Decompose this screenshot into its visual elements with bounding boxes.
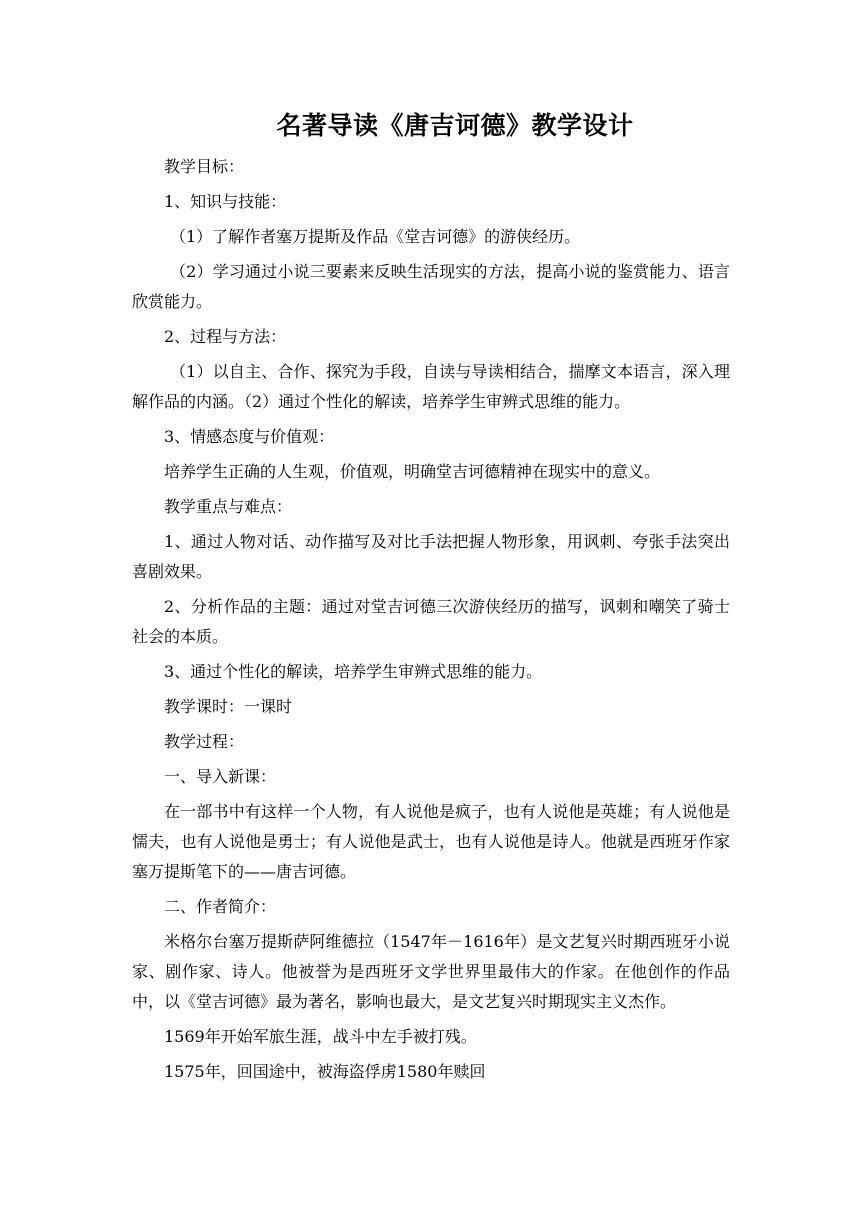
paragraph-key-points-heading: 教学重点与难点： — [164, 497, 293, 516]
paragraph-intro-heading: 一、导入新课： — [164, 767, 277, 786]
paragraph-objective-2: （1）以自主、合作、探究为手段，自读与导读相结合，揣摩文本语言，深入理解作品的内涵。（2）通过个性化的解读，培养学生审辨式思维的能力。 — [132, 362, 730, 411]
paragraph-author-1569: 1569年开始军旅生涯，战斗中左手被打残。 — [164, 1027, 477, 1046]
paragraph-knowledge-skills: 1、知识与技能： — [164, 192, 287, 211]
paragraph-intro-text: 在一部书中有这样一个人物，有人说他是疯子，也有人说他是英雄；有人说他是懦夫，也有人说他是勇士；有人说他是武士，也有人说他是诗人。他就是西班牙作家塞万提斯笔下的——唐吉诃德。 — [132, 802, 730, 881]
paragraph-key-point-1: 1、通过人物对话、动作描写及对比手法把握人物形象，用讽刺、夸张手法突出喜剧效果。 — [132, 532, 730, 581]
document-title: 名著导读《唐吉诃德》教学设计 — [276, 111, 634, 140]
paragraph-class-hours: 教学课时：一课时 — [164, 697, 293, 716]
document-body — [132, 152, 730, 1092]
paragraph-key-point-3: 3、通过个性化的解读，培养学生审辨式思维的能力。 — [164, 662, 543, 681]
paragraph-key-point-2: 2、分析作品的主题：通过对堂吉诃德三次游侠经历的描写，讽刺和嘲笑了骑士社会的本质。 — [132, 597, 730, 646]
paragraph-objective-1-1: （1）了解作者塞万提斯及作品《堂吉诃德》的游侠经历。 — [170, 227, 581, 246]
paragraph-process-heading: 教学过程： — [164, 732, 245, 751]
paragraph-author-heading: 二、作者简介： — [164, 897, 277, 916]
paragraph-author-1575: 1575年，回国途中，被海盗俘虏1580年赎回 — [164, 1062, 486, 1081]
paragraph-author-text: 米格尔台塞万提斯萨阿维德拉（1547年－1616年）是文艺复兴时期西班牙小说家、剧作家、诗人。他被誉为是西班牙文学世界里最伟大的作家。在他创作的作品中，以《堂吉诃德》最为著名，影响也最大，是文艺复兴时期现实主义杰作。 — [132, 932, 730, 1011]
paragraph-objective-3: 培养学生正确的人生观，价值观，明确堂吉诃德精神在现实中的意义。 — [164, 462, 661, 481]
paragraph-objective-1-2: （2）学习通过小说三要素来反映生活现实的方法，提高小说的鉴赏能力、语言欣赏能力。 — [132, 262, 730, 311]
paragraph-objectives-heading: 教学目标： — [164, 157, 245, 176]
paragraph-emotion-values: 3、情感态度与价值观： — [164, 427, 335, 446]
paragraph-process-methods: 2、过程与方法： — [164, 327, 287, 346]
